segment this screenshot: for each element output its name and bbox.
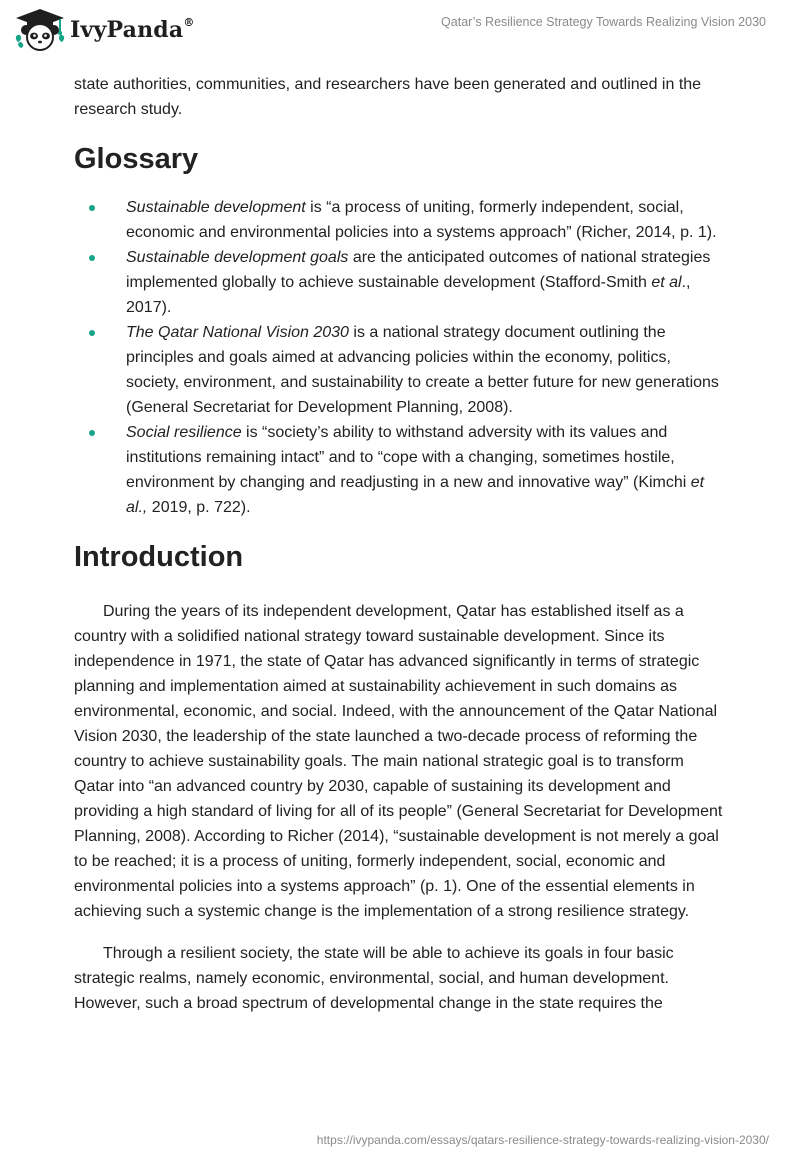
introduction-paragraph: During the years of its independent development, Qatar has established itself as a country with a solidified national strategy toward sustainable development. Since its independence in 1971, the state of Qatar has advanced significantly in terms of strategic planning and implementation aimed at sustainability achievement in such domains as environmental, economic, and social. Indeed, with the announcement of the Qatar National Vision 2030, the leadership of the state launched a two-decade process of reforming the country to achieve sustainability goals. The main national strategic goal is to transform Qatar into “an advanced country by 2030, capable of sustaining its development and providing a high standard of living for all of its people” (General Secretariat for Development Planning, 2008). According to Richer (2014), “sustainable development is not merely a goal to be reached; it is a process of uniting, formerly independent, social, economic and environmental policies into a systems approach” (p. 1). One of the essential elements in achieving such a systemic change is the implementation of a strong resilience strategy.	[74, 603, 723, 920]
glossary-definition: are the anticipated outcomes of national strategies implemented globally to achieve sustainable development (Stafford-Smith	[126, 249, 711, 291]
glossary-definition: is “a process of uniting, formerly independent, social, economic and environmental policies into a systems approach” (Richer, 2014, p. 1).	[126, 199, 717, 241]
glossary-item	[74, 195, 724, 245]
glossary-heading: Glossary	[74, 143, 199, 175]
glossary-definition: 2019, p. 722).	[147, 499, 251, 516]
bullet-icon	[89, 205, 95, 211]
glossary-term: Sustainable development	[126, 199, 306, 216]
glossary-term: Social resilience	[126, 424, 242, 441]
glossary-item	[74, 245, 724, 320]
glossary-term: The Qatar National Vision 2030	[126, 324, 349, 341]
introduction-paragraph: Through a resilient society, the state will be able to achieve its goals in four basic strategic realms, namely economic, environmental, social, and human development. However, such a broad spectrum of developmental change in the state requires the	[74, 945, 674, 1012]
glossary-term: et al	[651, 274, 682, 291]
essay-content	[74, 72, 724, 1016]
bullet-icon	[89, 330, 95, 336]
bullet-icon	[89, 255, 95, 261]
glossary-term: et al.,	[126, 474, 705, 516]
glossary-term: Sustainable development goals	[126, 249, 349, 266]
bullet-icon	[89, 430, 95, 436]
document-title: Qatar’s Resilience Strategy Towards Realizing Vision 2030	[441, 15, 766, 29]
introduction-heading: Introduction	[74, 541, 244, 573]
glossary-item	[74, 420, 724, 520]
continuation-paragraph: state authorities, communities, and researchers have been generated and outlined in the research study.	[74, 76, 702, 118]
glossary-definition: is “society’s ability to withstand adversity with its values and institutions remaining intact” and to “cope with a changing, sometimes hostile, environment by changing and readjusting in a new and innovative way” (Kimchi	[126, 424, 691, 491]
glossary-item	[74, 320, 724, 420]
glossary-definition: is a national strategy document outlining the principles and goals aimed at advancing policies within the economy, politics, society, environment, and sustainability to create a better future for new generations (General Secretariat for Development Planning, 2008).	[126, 324, 719, 416]
ivypanda-logo[interactable]	[14, 8, 195, 52]
brand-name: IvyPanda®	[70, 15, 195, 43]
page-header	[0, 0, 800, 60]
glossary-list	[74, 195, 724, 520]
footer-url[interactable]: https://ivypanda.com/essays/qatars-resilience-strategy-towards-realizing-vision-2030/	[316, 1133, 769, 1147]
panda-graduate-icon	[14, 8, 66, 52]
glossary-definition: ., 2017).	[126, 274, 691, 316]
